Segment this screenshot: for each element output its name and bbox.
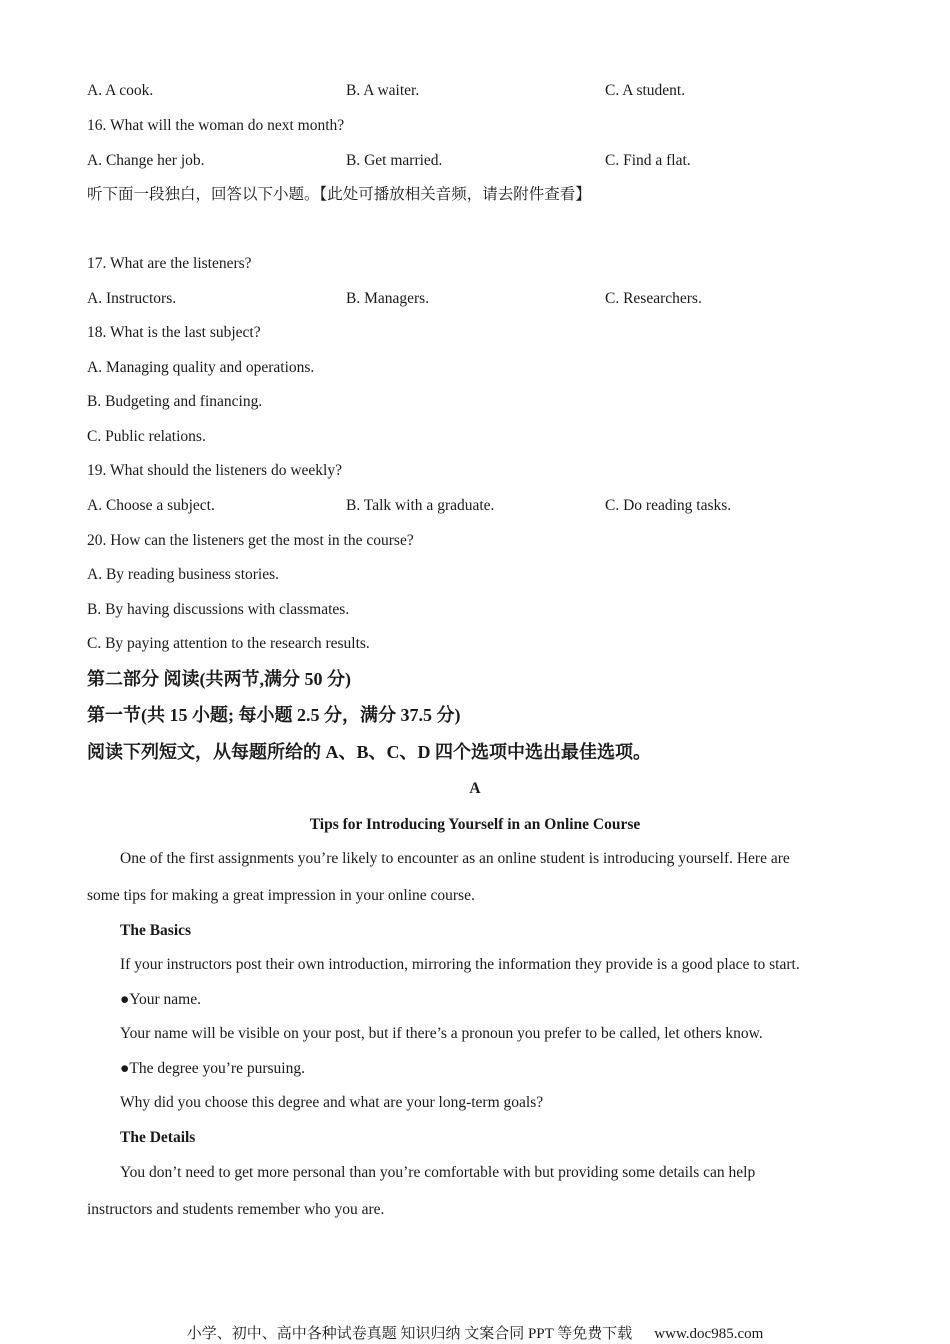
details-heading: The Details (120, 1129, 196, 1146)
q16-option-b: B. Get married. (346, 152, 443, 169)
q18-option-b: B. Budgeting and financing. (87, 393, 263, 410)
q18-option-a: A. Managing quality and operations. (87, 359, 315, 376)
q15-option-a: A. A cook. (87, 82, 154, 99)
q15-option-c: C. A student. (605, 82, 686, 99)
q19-stem: 19. What should the listeners do weekly? (87, 462, 342, 479)
q17-option-b: B. Managers. (346, 290, 430, 307)
q19-option-a: A. Choose a subject. (87, 497, 215, 514)
details-line-2: instructors and students remember who you are. (87, 1201, 385, 1218)
bullet-degree: ●The degree you’re pursuing. (120, 1060, 305, 1077)
paragraph-1-line-1: One of the first assignments you’re likely to encounter as an online student is introducing yourself. Here are (120, 850, 790, 867)
q17-option-c: C. Researchers. (605, 290, 702, 307)
bullet-degree-text: Why did you choose this degree and what are your long-term goals? (120, 1094, 544, 1111)
q20-option-b: B. By having discussions with classmates. (87, 601, 350, 618)
section1-heading: 第一节(共 15 小题; 每小题 2.5 分，满分 37.5 分) (87, 705, 461, 725)
q20-stem: 20. How can the listeners get the most in the course? (87, 532, 414, 549)
passage-title: Tips for Introducing Yourself in an Online Course (309, 816, 641, 833)
q16-stem: 16. What will the woman do next month? (87, 117, 345, 134)
paragraph-1-line-2: some tips for making a great impression in your online course. (87, 887, 475, 904)
q16-option-a: A. Change her job. (87, 152, 205, 169)
basics-heading: The Basics (120, 922, 192, 939)
q18-option-c: C. Public relations. (87, 428, 206, 445)
footer-url[interactable]: www.doc985.com (654, 1326, 764, 1342)
q17-option-a: A. Instructors. (87, 290, 177, 307)
monologue-intro: 听下面一段独白，回答以下小题。【此处可播放相关音频，请去附件查看】 (87, 186, 591, 203)
q15-option-b: B. A waiter. (346, 82, 420, 99)
q17-stem: 17. What are the listeners? (87, 255, 252, 272)
page-footer (0, 1324, 950, 1344)
part2-heading: 第二部分 阅读(共两节,满分 50 分) (87, 669, 351, 689)
q18-stem: 18. What is the last subject? (87, 324, 261, 341)
footer-text: 小学、初中、高中各种试卷真题 知识归纳 文案合同 PPT 等免费下载 (186, 1326, 633, 1342)
q16-option-c: C. Find a flat. (605, 152, 691, 169)
q20-option-c: C. By paying attention to the research results. (87, 635, 370, 652)
bullet-your-name-text: Your name will be visible on your post, but if there’s a pronoun you prefer to be called, let others know. (120, 1025, 763, 1042)
passage-letter: A (469, 780, 481, 797)
basics-text: If your instructors post their own introduction, mirroring the information they provide is a good place to start. (120, 956, 800, 973)
q20-option-a: A. By reading business stories. (87, 566, 280, 583)
reading-instruction: 阅读下列短文，从每题所给的 A、B、C、D 四个选项中选出最佳选项。 (87, 742, 651, 762)
q19-option-c: C. Do reading tasks. (605, 497, 732, 514)
bullet-your-name: ●Your name. (120, 991, 201, 1008)
q19-option-b: B. Talk with a graduate. (346, 497, 495, 514)
details-line-1: You don’t need to get more personal than you’re comfortable with but providing some details can help (120, 1164, 756, 1181)
